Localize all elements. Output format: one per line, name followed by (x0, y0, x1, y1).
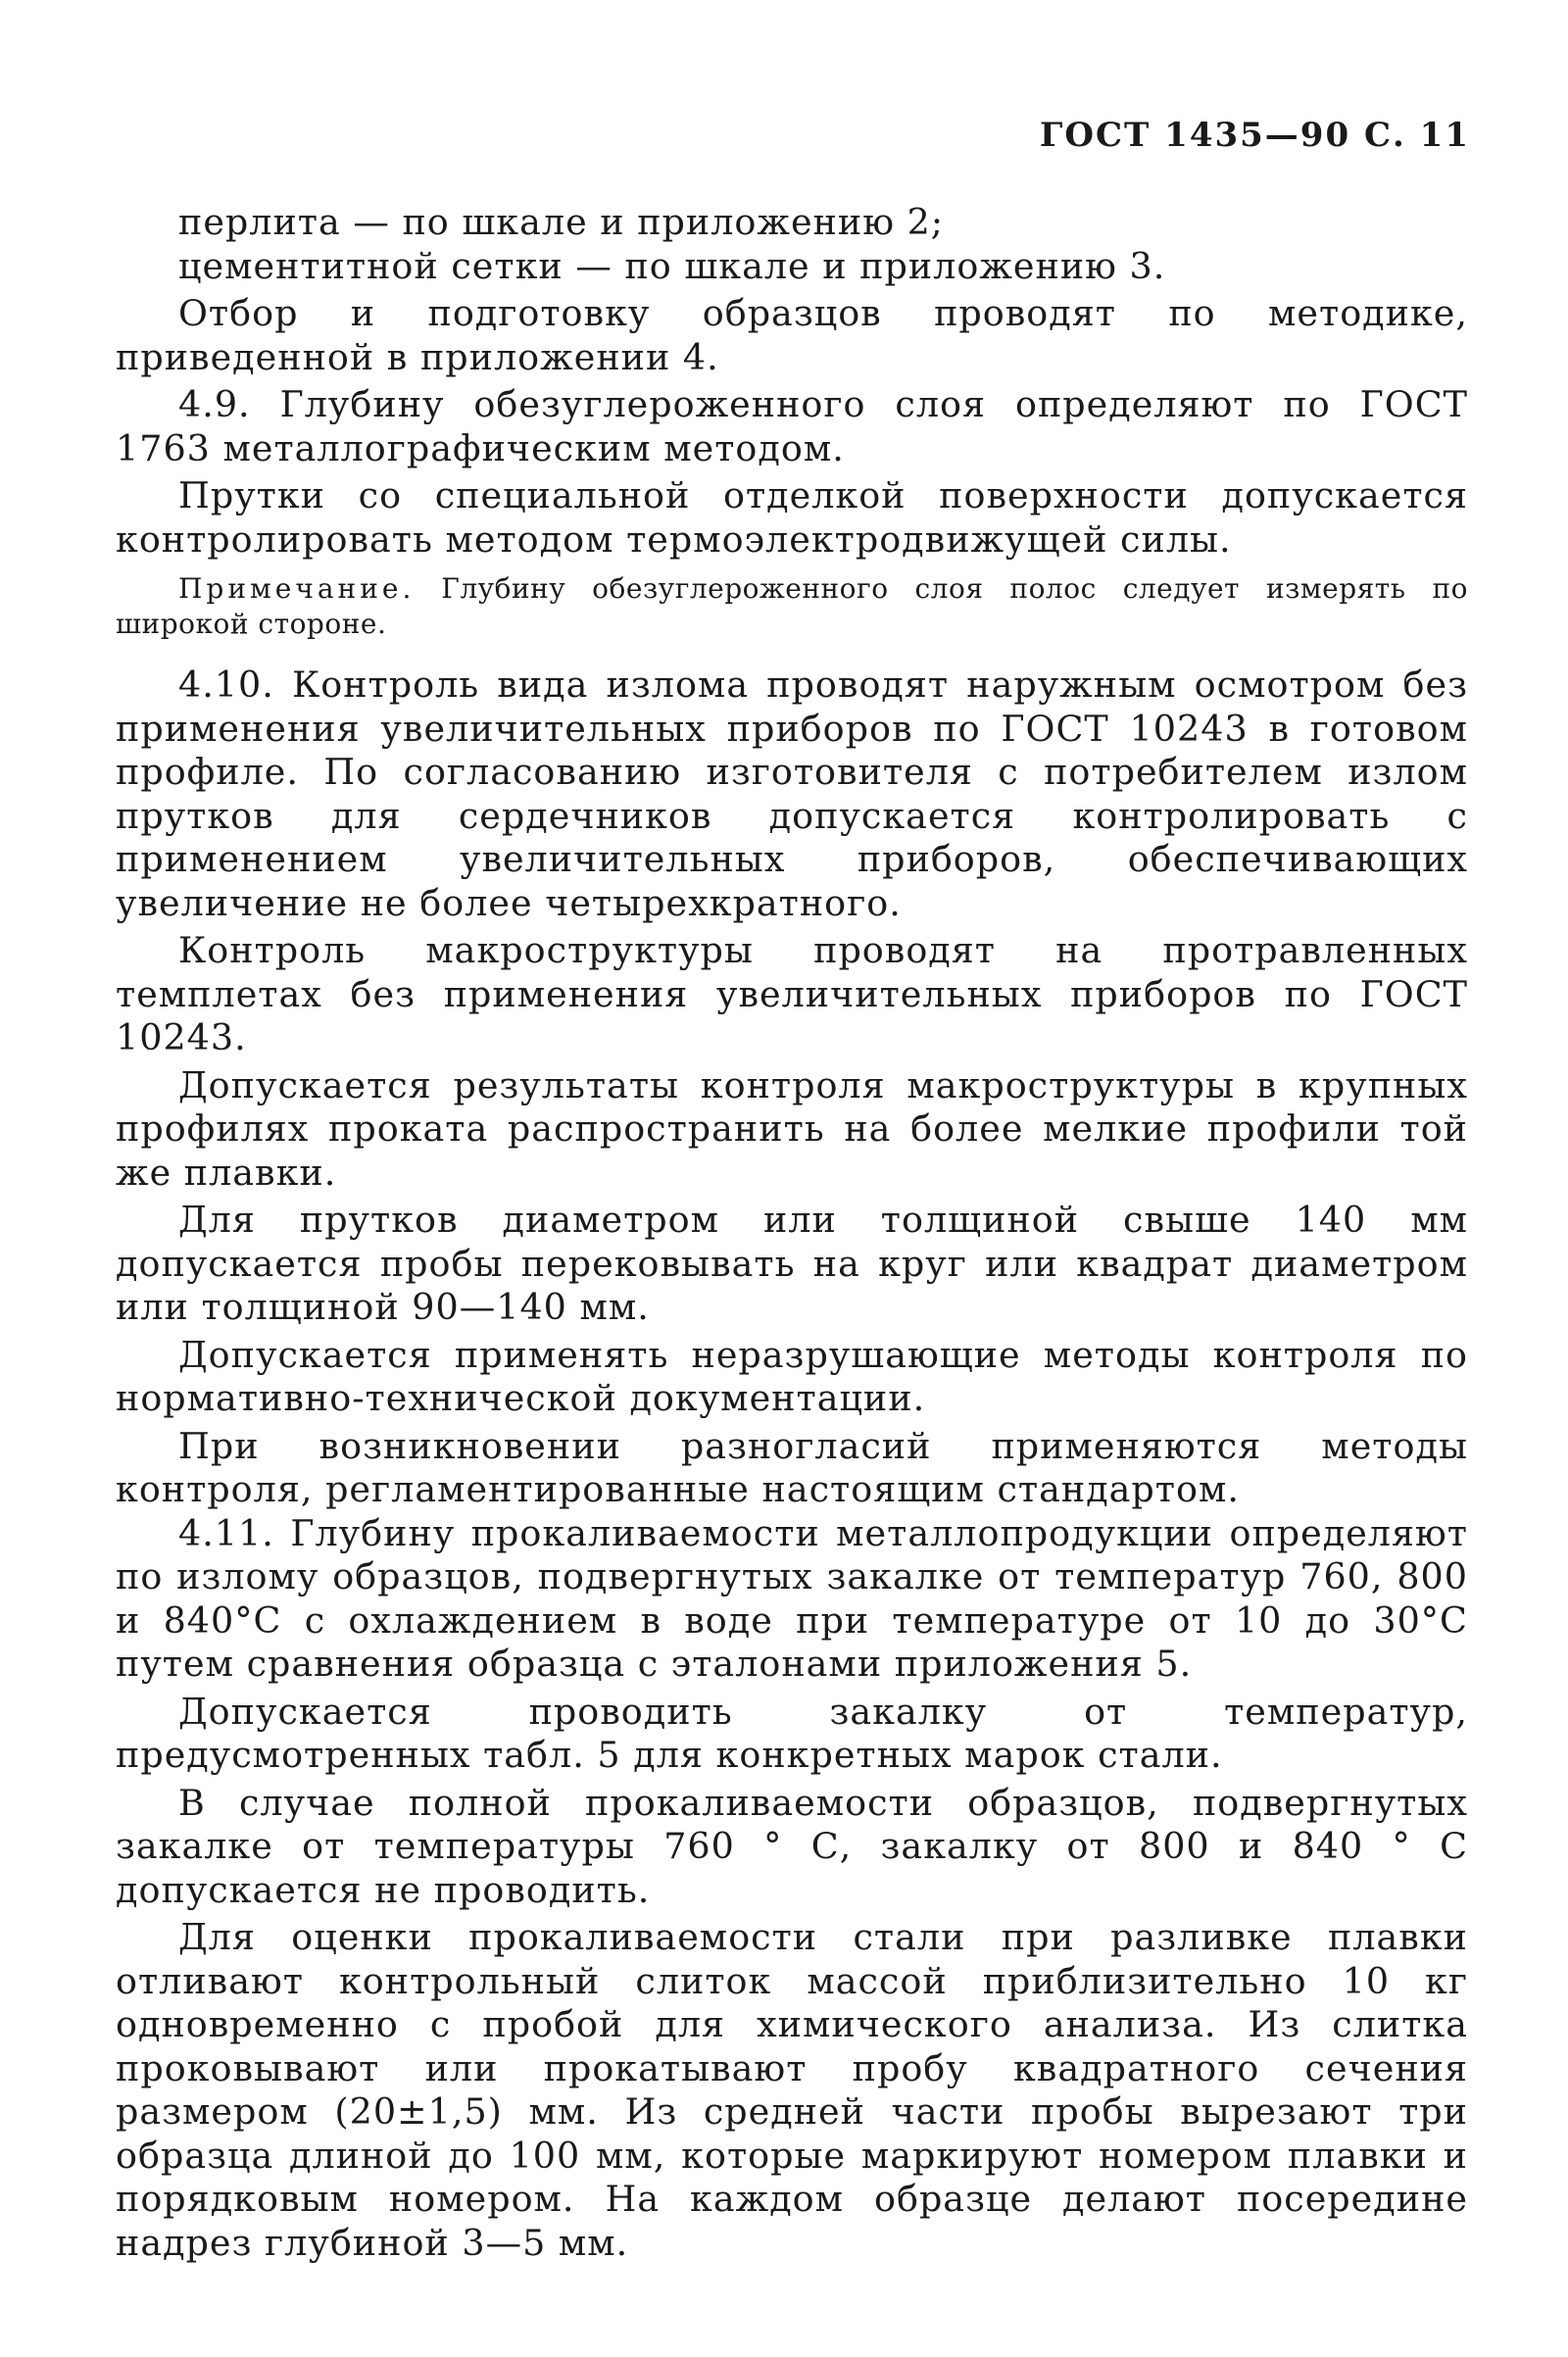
paragraph: 4.10. Контроль вида излома проводят наружным осмотром без применения увеличительных приборов по ГОСТ 10243 в готовом профиле. По согласованию изготовителя с потребителем излом прутков для сердечников допускается контролировать с применением увеличительных приборов, обеспечивающих увеличение не более четырехкратного. (116, 663, 1468, 924)
paragraph: перлита — по шкале и приложению 2; (178, 201, 945, 243)
note-text: Глубину обезуглероженного слоя полос следует измерять по широкой стороне. (116, 572, 1468, 640)
paragraph: Контроль макроструктуры проводят на протравленных темплетах без применения увеличительных приборов по ГОСТ 10243. (116, 929, 1468, 1058)
paragraph: 4.9. Глубину обезуглероженного слоя определяют по ГОСТ 1763 металлографическим методом. (116, 383, 1468, 469)
paragraph: В случае полной прокаливаемости образцов, подвергнутых закалке от температуры 760 ° С, закалку от 800 и 840 ° С допускается не проводить. (116, 1781, 1468, 1911)
paragraph: Допускается применять неразрушающие методы контроля по нормативно-технической документации. (116, 1333, 1468, 1419)
paragraph: Прутки со специальной отделкой поверхности допускается контролировать методом термоэлектродвижущей силы. (116, 474, 1468, 561)
paragraph: Для прутков диаметром или толщиной свыше 140 мм допускается пробы перековывать на круг или квадрат диаметром или толщиной 90—140 мм. (116, 1199, 1468, 1328)
note-label: Примечание. (178, 572, 416, 605)
paragraph: Отбор и подготовку образцов проводят по методике, приведенной в приложении 4. (116, 292, 1468, 378)
paragraph: При возникновении разногласий применяются методы контроля, регламентированные настоящим стандартом. (116, 1424, 1468, 1510)
paragraph: цементитной сетки — по шкале и приложению 3. (178, 244, 1166, 287)
paragraph: Допускается проводить закалку от температур, предусмотренных табл. 5 для конкретных марок стали. (116, 1690, 1468, 1776)
note (116, 571, 1468, 642)
running-header: ГОСТ 1435—90 С. 11 (1039, 116, 1470, 155)
body-text (116, 201, 1468, 2265)
paragraph: 4.11. Глубину прокаливаемости металлопродукции определяют по излому образцов, подвергнутых закалке от температур 760, 800 и 840°C с охлаждением в воде при температуре от 10 до 30°C путем сравнения образца с эталонами приложения 5. (116, 1511, 1468, 1685)
paragraph: Для оценки прокаливаемости стали при разливке плавки отливают контрольный слиток массой приблизительно 10 кг одновременно с пробой для химического анализа. Из слитка проковывают или прокатывают пробу квадратного сечения размером (20±1,5) мм. Из средней части пробы вырезают три образца длиной до 100 мм, которые маркируют номером плавки и порядковым номером. На каждом образце делают посередине надрез глубиной 3—5 мм. (116, 1916, 1468, 2264)
paragraph: Допускается результаты контроля макроструктуры в крупных профилях проката распространить на более мелкие профили той же плавки. (116, 1063, 1468, 1194)
